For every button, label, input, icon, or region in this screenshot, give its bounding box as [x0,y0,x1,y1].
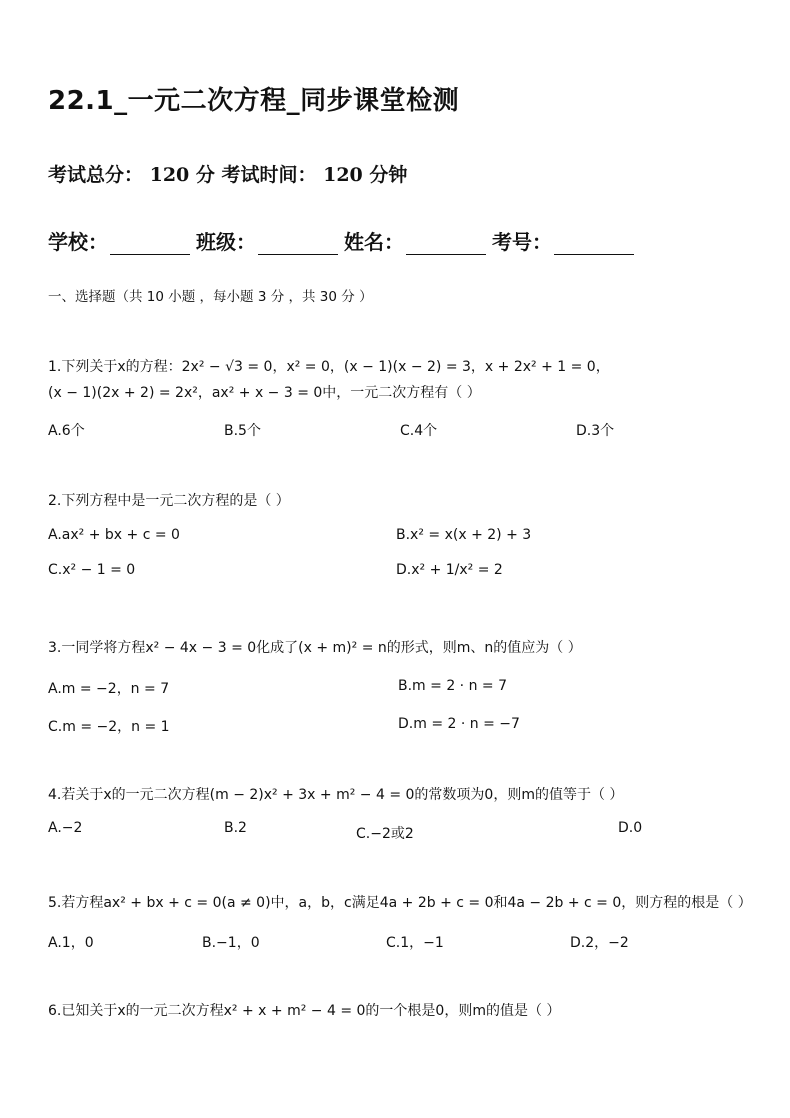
question-4-option-d[interactable]: D.0 [618,820,643,836]
question-5-stem: 5.若方程ax² + bx + c = 0(a ≠ 0)中，a，b，c满足4a + 2b + c = 0和4a − 2b + c = 0，则方程的根是（ ） [48,895,752,911]
question-1-stem-line2: (x − 1)(2x + 2) = 2x²，ax² + x − 3 = 0中，一元二次方程有（ ） [48,385,481,401]
question-4-option-a[interactable]: A.−2 [48,820,83,836]
question-1-option-b[interactable]: B.5个 [224,423,261,439]
exam-number-blank[interactable] [554,234,634,255]
question-1-stem-line1: 1.下列关于x的方程：2x² − √3 = 0，x² = 0，(x − 1)(x − 2) = 3，x + 2x² + 1 = 0， [48,359,610,375]
question-3-option-a[interactable]: A.m = −2，n = 7 [48,681,170,697]
question-5-option-b[interactable]: B.−1，0 [202,935,260,951]
question-4-stem: 4.若关于x的一元二次方程(m − 2)x² + 3x + m² − 4 = 0的常数项为0，则m的值等于（ ） [48,787,624,803]
question-1-option-a[interactable]: A.6个 [48,423,85,439]
section-heading: 一、选择题（共 10 小题 ，每小题 3 分 ，共 30 分 ） [48,289,373,305]
question-3-option-c[interactable]: C.m = −2，n = 1 [48,719,170,735]
question-4-option-c[interactable]: C.−2或2 [356,826,414,842]
question-3-stem: 3.一同学将方程x² − 4x − 3 = 0化成了(x + m)² = n的形式，则m、n的值应为（ ） [48,640,582,656]
question-1-option-d[interactable]: D.3个 [576,423,615,439]
school-blank[interactable] [110,234,190,255]
question-2-stem: 2.下列方程中是一元二次方程的是（ ） [48,493,290,509]
question-3-option-b[interactable]: B.m = 2 · n = 7 [398,678,507,694]
exam-number-label: 考号： [492,230,552,254]
name-blank[interactable] [406,234,486,255]
exam-info: 考试总分： 120 分 考试时间： 120 分钟 [48,164,408,186]
question-1-option-c[interactable]: C.4个 [400,423,438,439]
question-2-option-b[interactable]: B.x² = x(x + 2) + 3 [396,527,532,543]
question-5-option-d[interactable]: D.2，−2 [570,935,629,951]
question-2-option-c[interactable]: C.x² − 1 = 0 [48,562,136,578]
question-3-option-d[interactable]: D.m = 2 · n = −7 [398,716,520,732]
question-5-option-c[interactable]: C.1，−1 [386,935,444,951]
school-label: 学校： [48,230,108,254]
question-2-option-a[interactable]: A.ax² + bx + c = 0 [48,527,180,543]
question-2-option-d[interactable]: D.x² + 1/x² = 2 [396,562,503,578]
student-info-fields [48,226,640,255]
question-6-stem: 6.已知关于x的一元二次方程x² + x + m² − 4 = 0的一个根是0，则m的值是（ ） [48,1003,561,1019]
class-blank[interactable] [258,234,338,255]
name-label: 姓名： [344,230,404,254]
class-label: 班级： [196,230,256,254]
question-5-option-a[interactable]: A.1，0 [48,935,94,951]
page-title: 22.1_一元二次方程_同步课堂检测 [48,86,460,116]
question-4-option-b[interactable]: B.2 [224,820,247,836]
